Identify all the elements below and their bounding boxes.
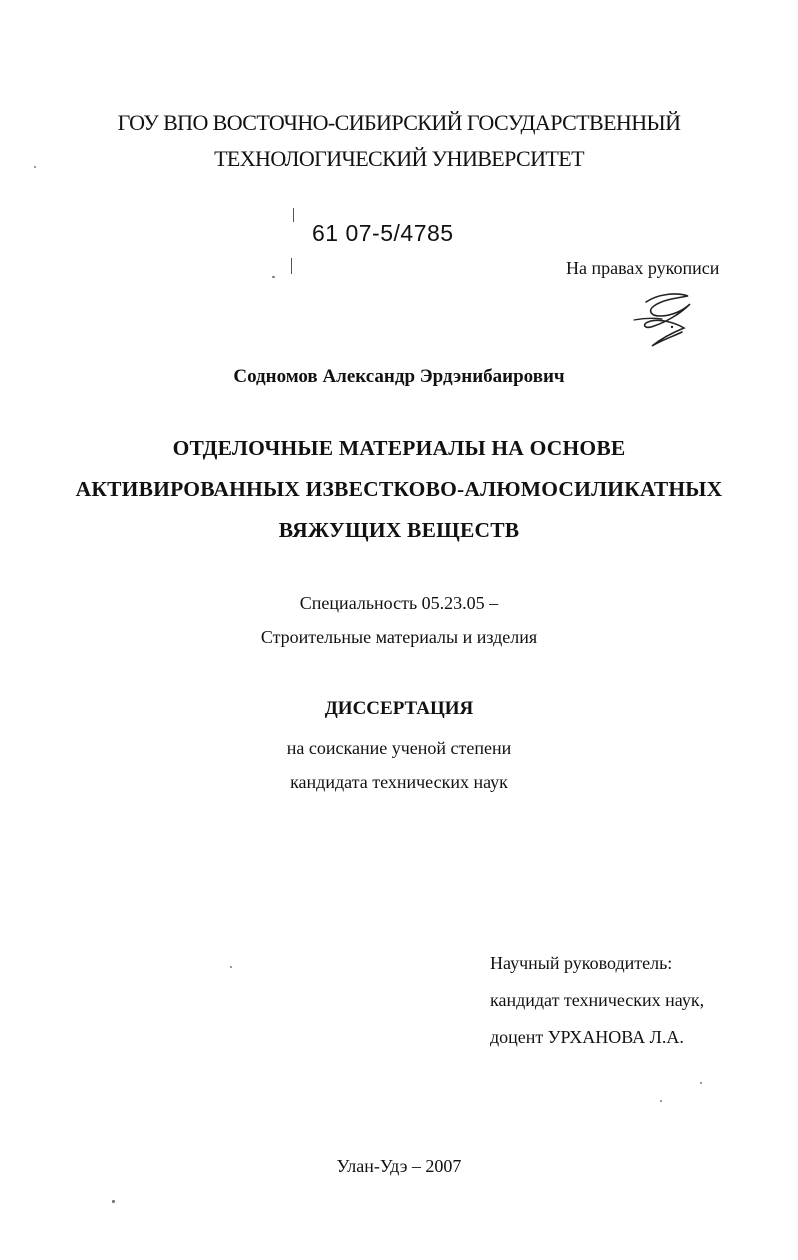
- scan-speck: [700, 1082, 702, 1084]
- scan-speck: [272, 276, 275, 278]
- stamp-mark-bottom: [291, 258, 292, 274]
- stamp-mark-top: [293, 208, 294, 222]
- supervisor-name: доцент УРХАНОВА Л.А.: [490, 1027, 684, 1047]
- dissertation-line-1: на соискание ученой степени: [286, 738, 512, 758]
- dissertation-line-2: кандидата технических наук: [290, 772, 508, 792]
- scan-speck: [660, 1100, 662, 1102]
- title-line-1: ОТДЕЛОЧНЫЕ МАТЕРИАЛЫ НА ОСНОВЕ: [172, 436, 626, 460]
- rights-note: На правах рукописи: [566, 258, 720, 278]
- institution-line-1: ГОУ ВПО ВОСТОЧНО-СИБИРСКИЙ ГОСУДАРСТВЕННЫЙ: [117, 110, 681, 135]
- institution-line-2: ТЕХНОЛОГИЧЕСКИЙ УНИВЕРСИТЕТ: [214, 146, 584, 171]
- scan-speck: [112, 1200, 115, 1203]
- title-line-3: ВЯЖУЩИХ ВЕЩЕСТВ: [278, 518, 520, 542]
- footer-city-year: Улан-Удэ – 2007: [336, 1156, 462, 1176]
- author-name: Содномов Александр Эрдэнибаирович: [233, 366, 565, 387]
- scan-speck: [230, 966, 232, 968]
- stamp-code: 61 07-5/4785: [312, 220, 454, 246]
- dissertation-heading: ДИССЕРТАЦИЯ: [324, 698, 474, 719]
- scan-speck: [34, 166, 36, 168]
- title-line-2: АКТИВИРОВАННЫХ ИЗВЕСТКОВО-АЛЮМОСИЛИКАТНЫХ: [75, 477, 723, 501]
- supervisor-label: Научный руководитель:: [490, 953, 673, 973]
- supervisor-degree: кандидат технических наук,: [490, 990, 705, 1010]
- specialty-line-1: Специальность 05.23.05 –: [299, 593, 499, 613]
- signature-icon: [628, 288, 708, 356]
- specialty-line-2: Строительные материалы и изделия: [260, 627, 538, 647]
